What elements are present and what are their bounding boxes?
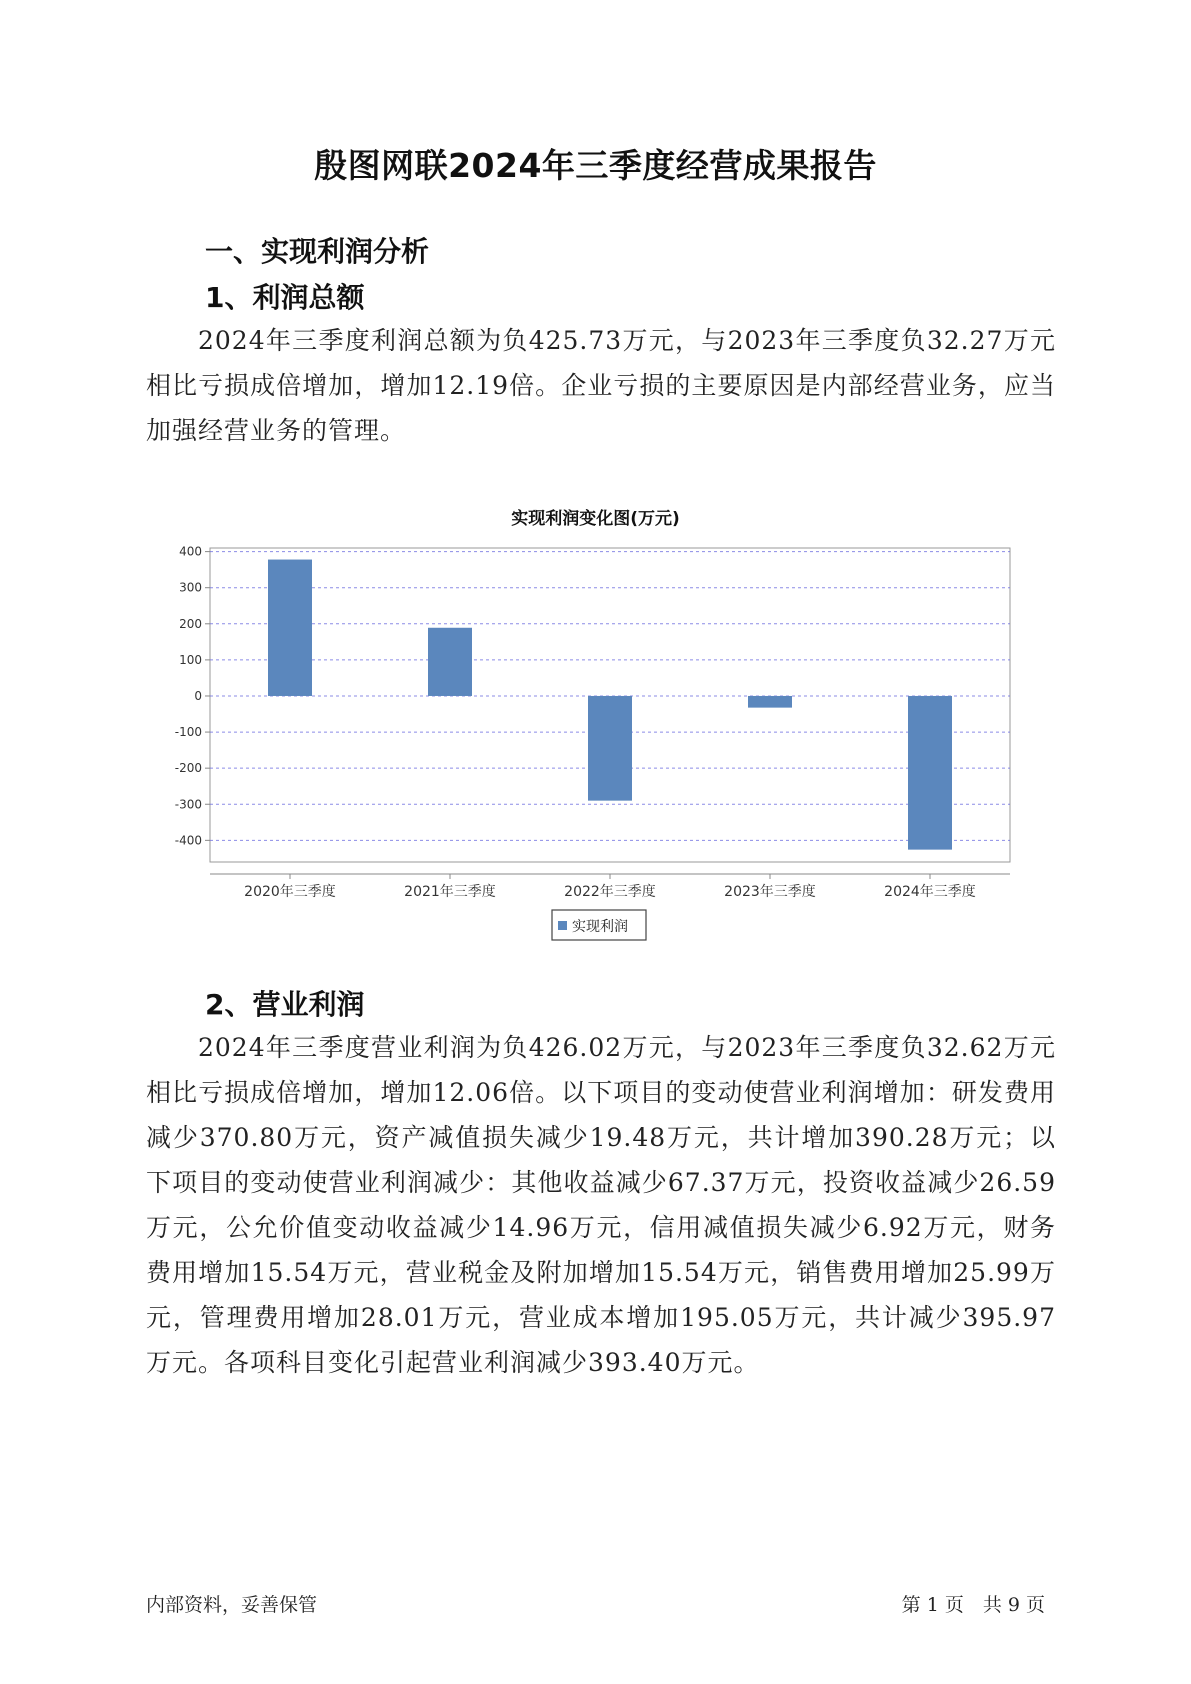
y-tick-label: -100 — [174, 725, 202, 740]
bar — [428, 628, 472, 696]
subsection-heading-total-profit: 1、利润总额 — [205, 281, 365, 314]
y-tick-label: 0 — [194, 688, 202, 703]
bar — [588, 696, 632, 801]
section-heading: 一、实现利润分析 — [205, 235, 430, 268]
chart-title: 实现利润变化图(万元) — [511, 509, 680, 529]
y-tick-label: 200 — [179, 616, 202, 631]
footer-page-number: 第 1 页 共 9 页 — [901, 1594, 1045, 1616]
bar — [268, 560, 312, 696]
legend-label: 实现利润 — [572, 919, 628, 935]
x-tick-label: 2022年三季度 — [564, 884, 656, 900]
y-tick-label: -400 — [174, 833, 202, 848]
legend-swatch — [558, 921, 567, 930]
y-tick-label: 400 — [179, 544, 202, 559]
y-tick-label: -300 — [174, 797, 202, 812]
paragraph-total-profit: 2024年三季度利润总额为负425.73万元，与2023年三季度负32.27万元相比亏损成倍增加，增加12.19倍。企业亏损的主要原因是内部经营业务，应当加强经营业务的管理。 — [146, 326, 1056, 445]
y-tick-label: -200 — [174, 761, 202, 776]
document-title: 殷图网联2024年三季度经营成果报告 — [314, 146, 877, 185]
footer-confidential-note: 内部资料，妥善保管 — [146, 1594, 318, 1616]
bar — [748, 696, 792, 708]
paragraph-operating-profit: 2024年三季度营业利润为负426.02万元，与2023年三季度负32.62万元相比亏损成倍增加，增加12.06倍。以下项目的变动使营业利润增加：研发费用减少370.80万元，资产减值损失减少19.48万元，共计增加390.28万元；以下项目的变动使营业利润减少：其他收益减少67.37万元，投资收益减少26.59万元，公允价值变动收益减少14.96万元，信用减值损失减少6.92万元，财务费用增加15.54万元，营业税金及附加增加15.54万元，销售费用增加25.99万元，管理费用增加28.01万元，营业成本增加195.05万元，共计减少395.97万元。各项科目变化引起营业利润减少393.40万元。 — [146, 1033, 1056, 1377]
x-tick-label: 2021年三季度 — [404, 884, 496, 900]
y-tick-label: 300 — [179, 580, 202, 595]
x-tick-label: 2024年三季度 — [884, 884, 976, 900]
x-tick-label: 2020年三季度 — [244, 884, 336, 900]
subsection-heading-operating-profit: 2、营业利润 — [205, 988, 365, 1021]
bar — [908, 696, 952, 850]
y-tick-label: 100 — [179, 652, 202, 667]
x-tick-label: 2023年三季度 — [724, 884, 816, 900]
